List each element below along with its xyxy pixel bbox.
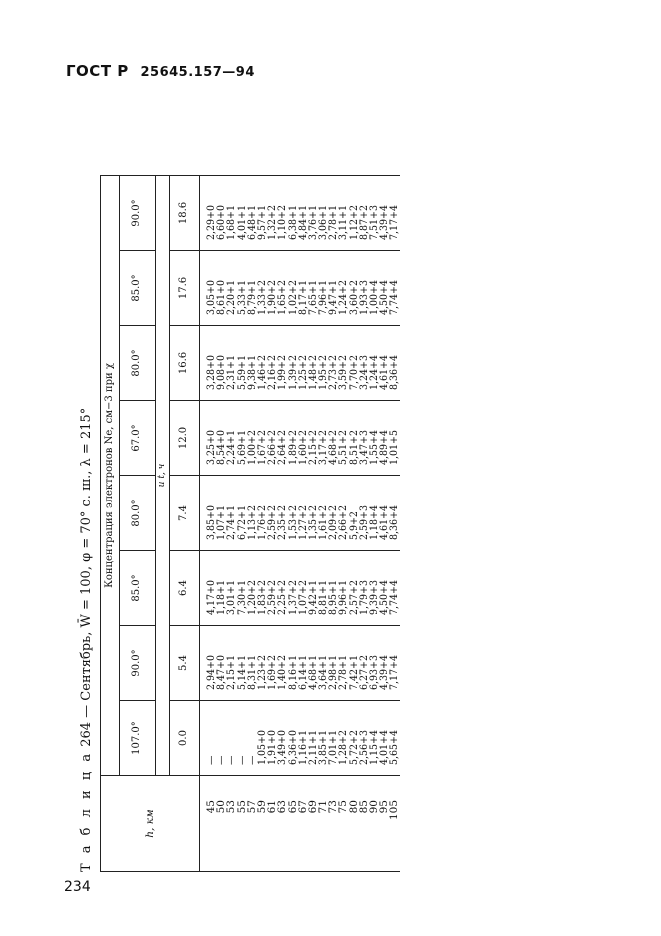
electron-concentration-table [100, 175, 400, 872]
concentration-value: 9,96+1 [337, 580, 350, 615]
concentration-value: 5,14+1 [235, 655, 248, 690]
height-value: 59 [255, 800, 268, 814]
height-value: 80 [347, 800, 360, 814]
concentration-value: 1,37+2 [286, 580, 299, 615]
concentration-value: 4,84+1 [296, 205, 309, 240]
concentration-value: 2,09+2 [327, 505, 340, 540]
concentration-value: 7,17+4 [388, 655, 401, 690]
concentration-value: 3,28+0 [205, 355, 217, 390]
concentration-value: 2,74+1 [225, 505, 238, 540]
data-column-cell [200, 176, 400, 251]
concentration-value: 1,40+2 [276, 655, 289, 690]
concentration-value: 9,08+0 [215, 355, 228, 390]
concentration-value: 4,01+4 [378, 730, 391, 765]
concentration-value: 3,01+1 [225, 580, 238, 615]
concentration-value: 6,27+2 [357, 655, 370, 690]
concentration-value: 8,87+2 [357, 205, 370, 240]
concentration-value: 1,76+2 [255, 505, 268, 540]
chi-header-cell: 80.0° [120, 476, 156, 551]
height-value: 105 [388, 800, 401, 821]
concentration-value: 4,68+2 [327, 430, 340, 465]
concentration-value: 3,76+1 [306, 205, 319, 240]
concentration-value: 3,05+0 [205, 280, 217, 315]
concentration-value: 3,59+2 [337, 355, 350, 390]
height-values-cell [200, 776, 400, 872]
chi-header-cell: 67.0° [120, 401, 156, 476]
concentration-value: 1,32+2 [266, 205, 279, 240]
concentration-value: 2,56+3 [357, 730, 370, 765]
concentration-value: 8,95+1 [327, 580, 340, 615]
height-value: 75 [337, 800, 350, 814]
height-value: 61 [266, 800, 279, 814]
concentration-value: 1,89+2 [286, 430, 299, 465]
concentration-value: 1,20+2 [245, 580, 258, 615]
concentration-value: 3,47+3 [357, 430, 370, 465]
concentration-value: 1,68+1 [225, 205, 238, 240]
time-header-cell: 16.6 [170, 326, 200, 401]
concentration-value: 1,95+2 [317, 355, 330, 390]
concentration-value: 1,05+0 [255, 730, 268, 765]
time-header-cell: 0.0 [170, 701, 200, 776]
chi-header-row [120, 176, 156, 872]
document-header [66, 62, 255, 80]
concentration-value: 3,49+0 [276, 730, 289, 765]
concentration-value: 3,64+1 [317, 655, 330, 690]
height-value: 67 [296, 800, 309, 814]
concentration-value: 6,72+1 [235, 505, 248, 540]
concentration-value: 1,18+4 [368, 505, 380, 540]
concentration-value: 2,15+1 [225, 655, 238, 690]
concentration-value: 1,69+2 [266, 655, 279, 690]
data-column-cell [200, 251, 400, 326]
concentration-value: 4,50+4 [378, 580, 391, 615]
height-value: 63 [276, 800, 289, 814]
concentration-value: 2,31+1 [225, 355, 238, 390]
concentration-value: 1,90+2 [266, 280, 279, 315]
data-column-cell [200, 701, 400, 776]
concentration-value: 4,61+4 [378, 505, 391, 540]
concentration-value: 2,25+2 [276, 580, 289, 615]
height-value: 85 [357, 800, 370, 814]
concentration-value: 4,61+4 [378, 355, 391, 390]
concentration-value: 3,06+1 [317, 205, 330, 240]
concentration-value: 2,59+3 [357, 505, 370, 540]
concentration-value: 1,53+2 [286, 505, 299, 540]
height-value: 73 [327, 800, 340, 814]
concentration-value: 7,74+4 [388, 580, 401, 615]
concentration-value: 1,35+2 [306, 505, 319, 540]
concentration-value: 2,24+1 [225, 430, 238, 465]
concentration-value: 3,25+0 [205, 430, 217, 465]
concentration-value: 7,51+3 [368, 205, 380, 240]
chi-header-cell: 85.0° [120, 251, 156, 326]
concentration-value: 4,39+4 [378, 205, 391, 240]
concentration-value: — [245, 755, 258, 765]
data-column-cell [200, 401, 400, 476]
height-value: 53 [225, 800, 238, 814]
page-number: 234 [64, 879, 91, 895]
chi-header-cell: 107.0° [120, 701, 156, 776]
height-column-header: h, км [101, 776, 200, 872]
concentration-value: 4,17+0 [205, 580, 217, 615]
concentration-value: — [205, 755, 217, 765]
concentration-value: 9,57+1 [255, 205, 268, 240]
concentration-value: 3,85+0 [205, 505, 217, 540]
concentration-value: 6,93+3 [368, 655, 380, 690]
height-value: 95 [378, 800, 391, 814]
height-value: 69 [306, 800, 319, 814]
concentration-value: 3,60+2 [347, 280, 360, 315]
time-label: и t, ч [156, 176, 170, 776]
height-value: 90 [368, 800, 380, 814]
concentration-value: 8,36+4 [388, 505, 401, 540]
concentration-value: 8,31+1 [245, 655, 258, 690]
concentration-value: 3,11+1 [337, 205, 350, 240]
caption-table-number: 264 [79, 721, 94, 747]
concentration-value: 2,59+2 [266, 505, 279, 540]
concentration-value: 2,57+2 [347, 580, 360, 615]
concentration-value: 2,78+1 [337, 655, 350, 690]
concentration-value: 1,48+2 [306, 355, 319, 390]
concentration-value: 8,61+0 [215, 280, 228, 315]
table-caption [78, 96, 96, 872]
concentration-value: 1,67+2 [255, 430, 268, 465]
concentration-value: 6,48+1 [245, 205, 258, 240]
time-header-cell: 17.6 [170, 251, 200, 326]
group-header: Концентрация электронов Ne, см−3 при χ [101, 176, 120, 776]
concentration-value: 8,47+0 [215, 655, 228, 690]
concentration-value: 7,96+1 [317, 280, 330, 315]
concentration-value: 1,61+2 [317, 505, 330, 540]
concentration-value: 1,55+4 [368, 430, 380, 465]
concentration-value: 2,16+2 [266, 355, 279, 390]
height-value: 65 [286, 800, 299, 814]
concentration-value: 2,66+2 [337, 505, 350, 540]
concentration-value: 1,00+2 [245, 430, 258, 465]
concentration-value: 1,39+2 [286, 355, 299, 390]
concentration-value: 5,69+1 [235, 430, 248, 465]
time-header-cell: 7.4 [170, 476, 200, 551]
concentration-value: 3,17+2 [317, 430, 330, 465]
concentration-value: 2,66+2 [266, 430, 279, 465]
concentration-value: 1,33+2 [255, 280, 268, 315]
concentration-value: 6,38+1 [286, 205, 299, 240]
data-column-cell [200, 476, 400, 551]
time-header-row [170, 176, 200, 872]
concentration-value: 4,89+4 [378, 430, 391, 465]
concentration-value: 1,24+4 [368, 355, 380, 390]
concentration-value: 8,79+1 [245, 280, 258, 315]
concentration-value: 2,15+2 [306, 430, 319, 465]
concentration-value: 2,29+0 [205, 205, 217, 240]
concentration-value: 1,07+1 [215, 505, 228, 540]
concentration-value: 2,98+1 [327, 655, 340, 690]
chi-header-cell: 85.0° [120, 551, 156, 626]
data-column-cell [200, 551, 400, 626]
concentration-value: 5,51+2 [337, 430, 350, 465]
concentration-value: 1,00+4 [368, 280, 380, 315]
concentration-value: 7,30+1 [235, 580, 248, 615]
concentration-value: 3,85+1 [317, 730, 330, 765]
data-column-cell [200, 326, 400, 401]
height-value: 71 [317, 800, 330, 814]
height-value: 45 [205, 800, 217, 814]
concentration-value: 9,39+3 [368, 580, 380, 615]
rotated-table-block [78, 96, 646, 872]
concentration-value: 1,24+2 [337, 280, 350, 315]
concentration-value: 1,60+2 [296, 430, 309, 465]
concentration-value: 1,79+3 [357, 580, 370, 615]
concentration-value: 4,50+4 [378, 280, 391, 315]
concentration-value: 6,36+0 [286, 730, 299, 765]
concentration-value: 7,17+4 [388, 205, 401, 240]
concentration-value: 1,07+2 [296, 580, 309, 615]
concentration-value: 1,83+2 [255, 580, 268, 615]
concentration-value: 9,47+1 [327, 280, 340, 315]
concentration-value: 1,02+2 [286, 280, 299, 315]
concentration-value: 7,65+1 [306, 280, 319, 315]
concentration-value: 5,33+1 [235, 280, 248, 315]
gost-number: 25645.157—94 [140, 65, 255, 80]
concentration-value: 1,16+1 [296, 730, 309, 765]
concentration-value: 2,35+2 [276, 505, 289, 540]
concentration-value: 5,59+1 [235, 355, 248, 390]
concentration-value: 9,38+1 [245, 355, 258, 390]
gost-label: ГОСТ Р [66, 62, 129, 80]
data-column-cell [200, 626, 400, 701]
caption-prefix: Т а б л и ц а [79, 750, 94, 872]
concentration-value: 1,10+2 [276, 205, 289, 240]
concentration-value: 2,59+2 [266, 580, 279, 615]
concentration-value: 2,20+1 [225, 280, 238, 315]
concentration-value: 4,01+1 [235, 205, 248, 240]
chi-header-cell: 80.0° [120, 326, 156, 401]
concentration-value: 8,81+1 [317, 580, 330, 615]
concentration-value: 1,13+2 [245, 505, 258, 540]
concentration-value: 1,99+2 [276, 355, 289, 390]
concentration-value: 1,15+4 [368, 730, 380, 765]
concentration-value: 8,51+2 [347, 430, 360, 465]
concentration-value: 4,39+4 [378, 655, 391, 690]
concentration-value: 2,11+1 [306, 730, 319, 765]
concentration-value: 5,9+2 [347, 511, 360, 540]
concentration-value: 8,16+1 [286, 655, 299, 690]
concentration-value: 2,64+2 [276, 430, 289, 465]
concentration-value: 7,74+4 [388, 280, 401, 315]
concentration-value: 7,42+1 [347, 655, 360, 690]
concentration-value: 1,93+3 [357, 280, 370, 315]
height-value: 55 [235, 800, 248, 814]
time-header-cell: 18.6 [170, 176, 200, 251]
concentration-value: 2,94+0 [205, 655, 217, 690]
concentration-value: 4,68+1 [306, 655, 319, 690]
concentration-value: 9,42+1 [306, 580, 319, 615]
concentration-value: 6,14+1 [296, 655, 309, 690]
concentration-value: 1,01+5 [388, 430, 401, 465]
concentration-value: 1,65+2 [276, 280, 289, 315]
chi-header-cell: 90.0° [120, 176, 156, 251]
concentration-value: 1,18+1 [215, 580, 228, 615]
concentration-value: 1,27+2 [296, 505, 309, 540]
table-body-row [200, 176, 400, 872]
concentration-value: — [215, 755, 228, 765]
concentration-value: 2,78+1 [327, 205, 340, 240]
concentration-value: — [235, 755, 248, 765]
concentration-value: 3,24+3 [357, 355, 370, 390]
concentration-value: 1,23+2 [255, 655, 268, 690]
concentration-value: 8,17+1 [296, 280, 309, 315]
chi-header-cell: 90.0° [120, 626, 156, 701]
time-header-cell: 12.0 [170, 401, 200, 476]
concentration-value: 7,01+1 [327, 730, 340, 765]
concentration-value: 8,54+0 [215, 430, 228, 465]
concentration-value: 5,65+4 [388, 730, 401, 765]
concentration-value: 5,72+2 [347, 730, 360, 765]
concentration-value: — [225, 755, 238, 765]
concentration-value: 7,70+2 [347, 355, 360, 390]
concentration-value: 1,25+2 [296, 355, 309, 390]
concentration-value: 6,60+0 [215, 205, 228, 240]
time-header-cell: 5.4 [170, 626, 200, 701]
concentration-value: 8,36+4 [388, 355, 401, 390]
concentration-value: 1,12+2 [347, 205, 360, 240]
height-value: 50 [215, 800, 228, 814]
concentration-value: 2,73+2 [327, 355, 340, 390]
concentration-value: 1,28+2 [337, 730, 350, 765]
concentration-value: 1,46+2 [255, 355, 268, 390]
concentration-value: 1,91+0 [266, 730, 279, 765]
caption-text: — Сентябрь, W̄ = 100, φ = 70° с. ш., λ = 215° [79, 407, 94, 722]
height-value: 57 [245, 800, 258, 814]
time-header-cell: 6.4 [170, 551, 200, 626]
